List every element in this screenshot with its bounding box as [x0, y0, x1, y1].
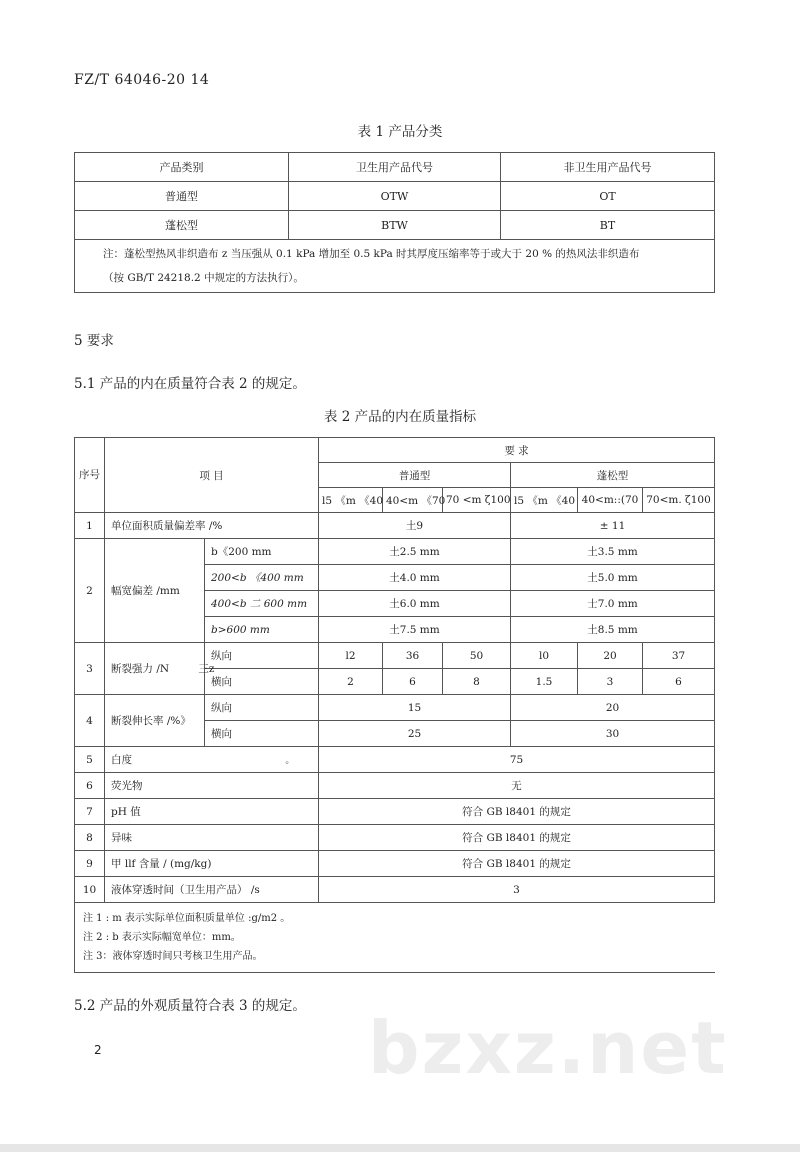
- seq-cell: 5: [75, 747, 105, 773]
- seq-cell: 7: [75, 799, 105, 825]
- value-cell: 土5.0 mm: [511, 565, 715, 591]
- table-row: [75, 211, 715, 240]
- item-cell: 幅宽偏差 /mm: [105, 539, 205, 643]
- table-cell: OT: [501, 182, 715, 211]
- item-cell: pH 值: [105, 799, 319, 825]
- stray-mark: 三z: [198, 663, 215, 675]
- range-cell: l5 《m 《40: [319, 488, 383, 513]
- note-line: 注 2 : b 表示实际幅宽单位：mm。: [83, 932, 241, 943]
- direction-cell: 纵向: [205, 643, 319, 669]
- table-row: [75, 773, 715, 799]
- seq-cell: 9: [75, 851, 105, 877]
- value-cell: 6: [383, 669, 443, 695]
- table-header-row: [75, 438, 715, 463]
- value-cell: 无: [319, 773, 715, 799]
- table-cell: BT: [501, 211, 715, 240]
- item-cell: 断裂伸长率 /%》: [105, 695, 205, 747]
- value-cell: 1.5: [511, 669, 578, 695]
- value-cell: 15: [319, 695, 511, 721]
- direction-cell: 横向: [205, 721, 319, 747]
- table1-note: [75, 240, 715, 293]
- item-header: 项 目: [105, 438, 319, 513]
- fluffy-type-header: 蓬松型: [511, 463, 715, 488]
- note-line: 注 1 : m 表示实际单位面积质量单位 :g/m2 。: [83, 913, 291, 924]
- table-row: [75, 877, 715, 903]
- item-label: 断裂强力 /N: [111, 663, 170, 675]
- table2-caption: 表 2 产品的内在质量指标: [323, 409, 477, 425]
- condition-cell: b《200 mm: [205, 539, 319, 565]
- table-note-row: [75, 903, 715, 973]
- note-line: （按 GB/T 24218.2 中规定的方法执行）。: [103, 272, 304, 284]
- value-cell: 土6.0 mm: [319, 591, 511, 617]
- table-cell: 蓬松型: [75, 211, 289, 240]
- value-cell: 土8.5 mm: [511, 617, 715, 643]
- value-cell: 37: [643, 643, 715, 669]
- item-cell: 单位面积质量偏差率 /%: [105, 513, 319, 539]
- item-cell: 液体穿透时间（卫生用产品） /s: [105, 877, 319, 903]
- direction-cell: 纵向: [205, 695, 319, 721]
- table-row: [75, 851, 715, 877]
- table-cell: 普通型: [75, 182, 289, 211]
- direction-cell: 横向: [205, 669, 319, 695]
- value-cell: 20: [511, 695, 715, 721]
- value-cell: 士7.0 mm: [511, 591, 715, 617]
- note-line: 注：蓬松型热风非织造布 z 当压强从 0.1 kPa 增加至 0.5 kPa 时其厚度压缩率等于或大于 20 % 的热风法非织造布: [103, 248, 640, 260]
- clause-5-1: 5.1 产品的内在质量符合表 2 的规定。: [74, 376, 306, 392]
- seq-header: 序号: [75, 438, 105, 513]
- section-heading: 5 要求: [74, 333, 114, 349]
- value-cell: 8: [443, 669, 511, 695]
- seq-cell: 6: [75, 773, 105, 799]
- table-row: [75, 695, 715, 721]
- table-row: [75, 513, 715, 539]
- value-cell: 土4.0 mm: [319, 565, 511, 591]
- requirement-header: 要 求: [319, 438, 715, 463]
- clause-5-2: 5.2 产品的外观质量符合表 3 的规定。: [74, 998, 306, 1014]
- value-cell: 20: [578, 643, 643, 669]
- seq-cell: 1: [75, 513, 105, 539]
- product-classification-table: [74, 152, 715, 293]
- value-cell: 符合 GB l8401 的规定: [319, 851, 715, 877]
- value-cell: 36: [383, 643, 443, 669]
- seq-cell: 2: [75, 539, 105, 643]
- value-cell: 符合 GB l8401 的规定: [319, 825, 715, 851]
- item-cell: [105, 747, 319, 773]
- range-cell: 70 <m ζ100: [443, 488, 511, 513]
- value-cell: l2: [319, 643, 383, 669]
- value-cell: 3: [319, 877, 715, 903]
- page-number: 2: [94, 1043, 102, 1057]
- item-cell: 甲 llf 含量 / (mg/kg): [105, 851, 319, 877]
- table-row: [75, 539, 715, 565]
- item-cell: 荧光物: [105, 773, 319, 799]
- seq-cell: 3: [75, 643, 105, 695]
- seq-cell: 4: [75, 695, 105, 747]
- range-cell: 40<m::(70: [578, 488, 643, 513]
- value-cell: 75: [319, 747, 715, 773]
- table1-caption: 表 1 产品分类: [357, 124, 443, 140]
- table-header-row: [75, 153, 715, 182]
- seq-cell: 8: [75, 825, 105, 851]
- item-cell: [105, 643, 215, 695]
- value-cell: 土3.5 mm: [511, 539, 715, 565]
- header-cell: 产品类别: [75, 153, 289, 182]
- table-row: [75, 643, 715, 669]
- value-cell: 符合 GB l8401 的规定: [319, 799, 715, 825]
- table-row: [75, 825, 715, 851]
- header-cell: 非卫生用产品代号: [501, 153, 715, 182]
- stray-mark: 。: [285, 756, 295, 766]
- value-cell: 2: [319, 669, 383, 695]
- range-cell: 40<m 《70: [383, 488, 443, 513]
- page-bottom-edge: [0, 1144, 800, 1152]
- value-cell: 50: [443, 643, 511, 669]
- item-cell: 异味: [105, 825, 319, 851]
- value-cell: 30: [511, 721, 715, 747]
- value-cell: l0: [511, 643, 578, 669]
- value-cell: 土9: [319, 513, 511, 539]
- value-cell: ± 11: [511, 513, 715, 539]
- value-cell: 3: [578, 669, 643, 695]
- table-note-row: [75, 240, 715, 293]
- table-cell: BTW: [289, 211, 501, 240]
- table-row: [75, 799, 715, 825]
- range-cell: l5 《m 《40: [511, 488, 578, 513]
- value-cell: 土7.5 mm: [319, 617, 511, 643]
- table-row: [75, 182, 715, 211]
- condition-cell: b>600 mm: [205, 617, 319, 643]
- condition-cell: 200<b 《400 mm: [205, 565, 319, 591]
- normal-type-header: 普通型: [319, 463, 511, 488]
- table-cell: OTW: [289, 182, 501, 211]
- table2-notes: [75, 903, 715, 973]
- table-row: [75, 747, 715, 773]
- seq-cell: 10: [75, 877, 105, 903]
- condition-cell: 400<b 二 600 mm: [205, 591, 319, 617]
- item-label: 白度: [111, 754, 132, 766]
- value-cell: 25: [319, 721, 511, 747]
- range-cell: 70<m. ζ100: [643, 488, 715, 513]
- value-cell: 6: [643, 669, 715, 695]
- header-cell: 卫生用产品代号: [289, 153, 501, 182]
- intrinsic-quality-table: [74, 437, 715, 973]
- value-cell: 土2.5 mm: [319, 539, 511, 565]
- watermark: bzxz.net: [368, 1006, 728, 1090]
- standard-code: FZ/T 64046-20 14: [74, 72, 210, 88]
- note-line: 注 3：液体穿透时间只考核卫生用产品。: [83, 951, 263, 962]
